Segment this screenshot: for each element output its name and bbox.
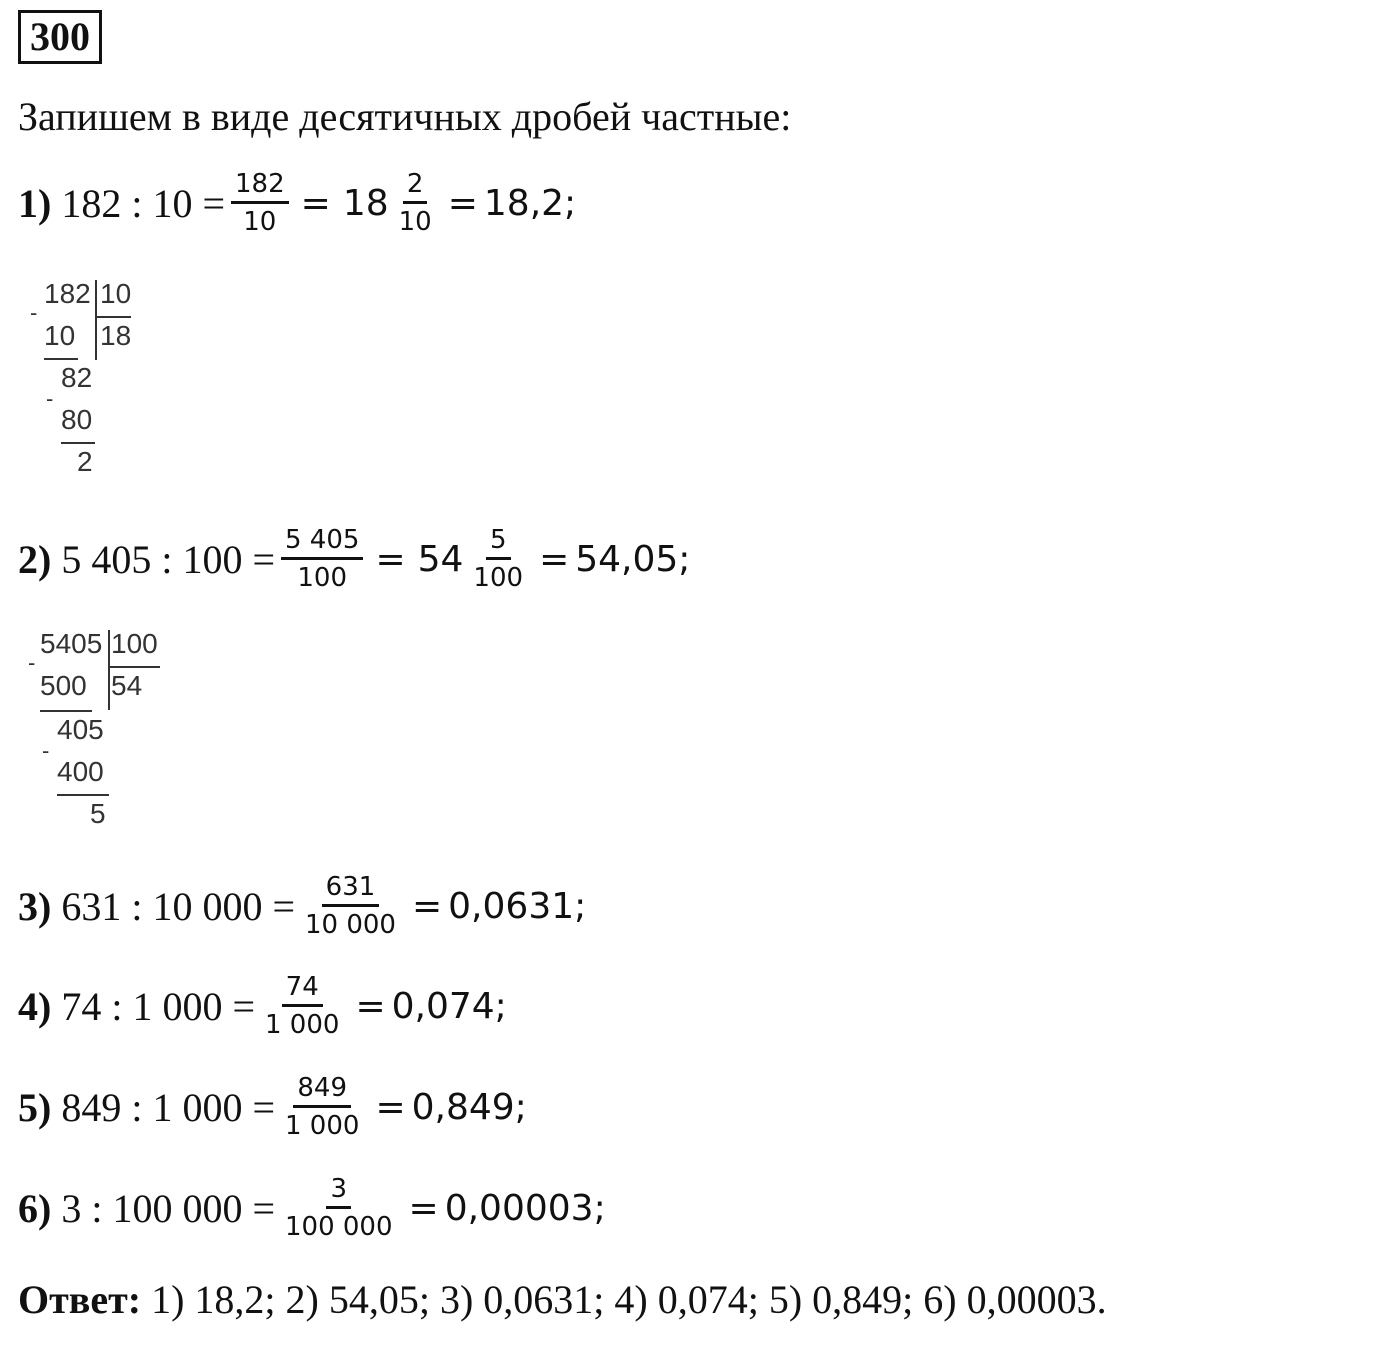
fraction: [261, 974, 343, 1038]
subtrahend: 400: [57, 756, 104, 787]
item-label: 2): [18, 536, 52, 582]
item-label: 1): [18, 180, 52, 226]
numerator: 5 405: [281, 527, 363, 560]
equals-sign: =: [300, 182, 331, 224]
partial-remainder: 82: [61, 362, 93, 393]
equation-2: [18, 519, 690, 599]
numerator: 631: [322, 874, 380, 907]
equals-sign: =: [408, 1187, 439, 1229]
division-expression: 74 : 1 000 =: [61, 983, 255, 1029]
divisor: 100: [111, 628, 158, 659]
division-expression: 631 : 10 000 =: [61, 883, 295, 929]
denominator: 10: [398, 207, 432, 237]
denominator: 10 000: [305, 910, 396, 940]
quotient: 54: [111, 670, 143, 701]
numerator: 182: [231, 171, 289, 204]
numerator: 74: [282, 974, 323, 1007]
partial-remainder: 405: [57, 714, 104, 745]
fraction: [281, 1176, 397, 1240]
subtraction-line: [44, 358, 78, 360]
subtrahend: 80: [61, 404, 93, 435]
equation-1: [18, 163, 576, 243]
divider-line: [108, 630, 110, 710]
item-label: 5): [18, 1084, 52, 1130]
denominator: 100 000: [285, 1212, 393, 1242]
numerator: 3: [326, 1176, 351, 1209]
equals-sign: =: [375, 538, 406, 580]
quotient: 18: [100, 320, 132, 351]
result: 0,00003;: [444, 1187, 606, 1229]
equals-sign: =: [411, 885, 443, 927]
denominator: 1 000: [265, 1010, 340, 1040]
answer-label: Ответ:: [18, 1277, 142, 1322]
fraction: [301, 874, 400, 938]
division-expression: 3 : 100 000 =: [61, 1185, 275, 1231]
minus-sign: -: [28, 650, 36, 675]
minus-sign: -: [46, 386, 54, 411]
denominator: 100: [473, 563, 524, 593]
item-label: 6): [18, 1185, 52, 1231]
denominator: 10: [243, 207, 277, 237]
divider-line: [95, 280, 97, 360]
fraction: [231, 171, 289, 235]
result: 54,05;: [575, 538, 691, 580]
equals-sign: =: [539, 538, 570, 580]
equals-sign: =: [355, 985, 386, 1027]
subtraction-line: [40, 710, 92, 712]
divisor-underline: [110, 666, 160, 668]
task-number: 300: [18, 10, 102, 64]
long-division-1: [30, 278, 150, 488]
remainder: 5: [90, 798, 106, 829]
equals-sign: =: [447, 182, 478, 224]
equals-sign: =: [375, 1086, 406, 1128]
minus-sign: -: [42, 738, 50, 763]
fraction: [281, 1075, 363, 1139]
result: 0,074;: [391, 985, 507, 1027]
result: 0,849;: [411, 1086, 527, 1128]
mixed-whole: 18: [342, 182, 389, 224]
equation-5: [18, 1067, 527, 1147]
numerator: 5: [486, 527, 511, 560]
fraction: [281, 527, 363, 591]
answer-text: 1) 18,2; 2) 54,05; 3) 0,0631; 4) 0,074; 5) 0,849; 6) 0,00003.: [151, 1277, 1107, 1322]
subtrahend: 500: [40, 670, 87, 701]
numerator: 849: [293, 1075, 351, 1108]
long-division-2: [28, 628, 178, 838]
divisor: 10: [100, 278, 132, 309]
intro-text: Запишем в виде десятичных дробей частные:: [18, 94, 792, 139]
answer-line: [18, 1275, 1107, 1325]
mixed-fraction: [395, 171, 436, 235]
result: 18,2;: [483, 182, 577, 224]
item-label: 3): [18, 883, 52, 929]
minus-sign: -: [30, 300, 38, 325]
division-expression: 5 405 : 100 =: [61, 536, 275, 582]
equation-3: [18, 866, 586, 946]
equation-4: [18, 966, 507, 1046]
result: 0,0631;: [448, 885, 587, 927]
dividend: 5405: [40, 628, 103, 659]
mixed-fraction: [469, 527, 527, 591]
subtrahend: 10: [44, 320, 76, 351]
subtraction-line: [57, 794, 109, 796]
division-expression: 182 : 10 =: [61, 180, 225, 226]
denominator: 100: [297, 563, 348, 593]
item-label: 4): [18, 983, 52, 1029]
subtraction-line: [61, 442, 95, 444]
mixed-whole: 54: [417, 538, 464, 580]
equation-6: [18, 1168, 606, 1248]
remainder: 2: [77, 446, 93, 477]
divisor-underline: [97, 316, 131, 318]
numerator: 2: [403, 171, 428, 204]
denominator: 1 000: [285, 1111, 360, 1141]
division-expression: 849 : 1 000 =: [61, 1084, 275, 1130]
dividend: 182: [44, 278, 91, 309]
